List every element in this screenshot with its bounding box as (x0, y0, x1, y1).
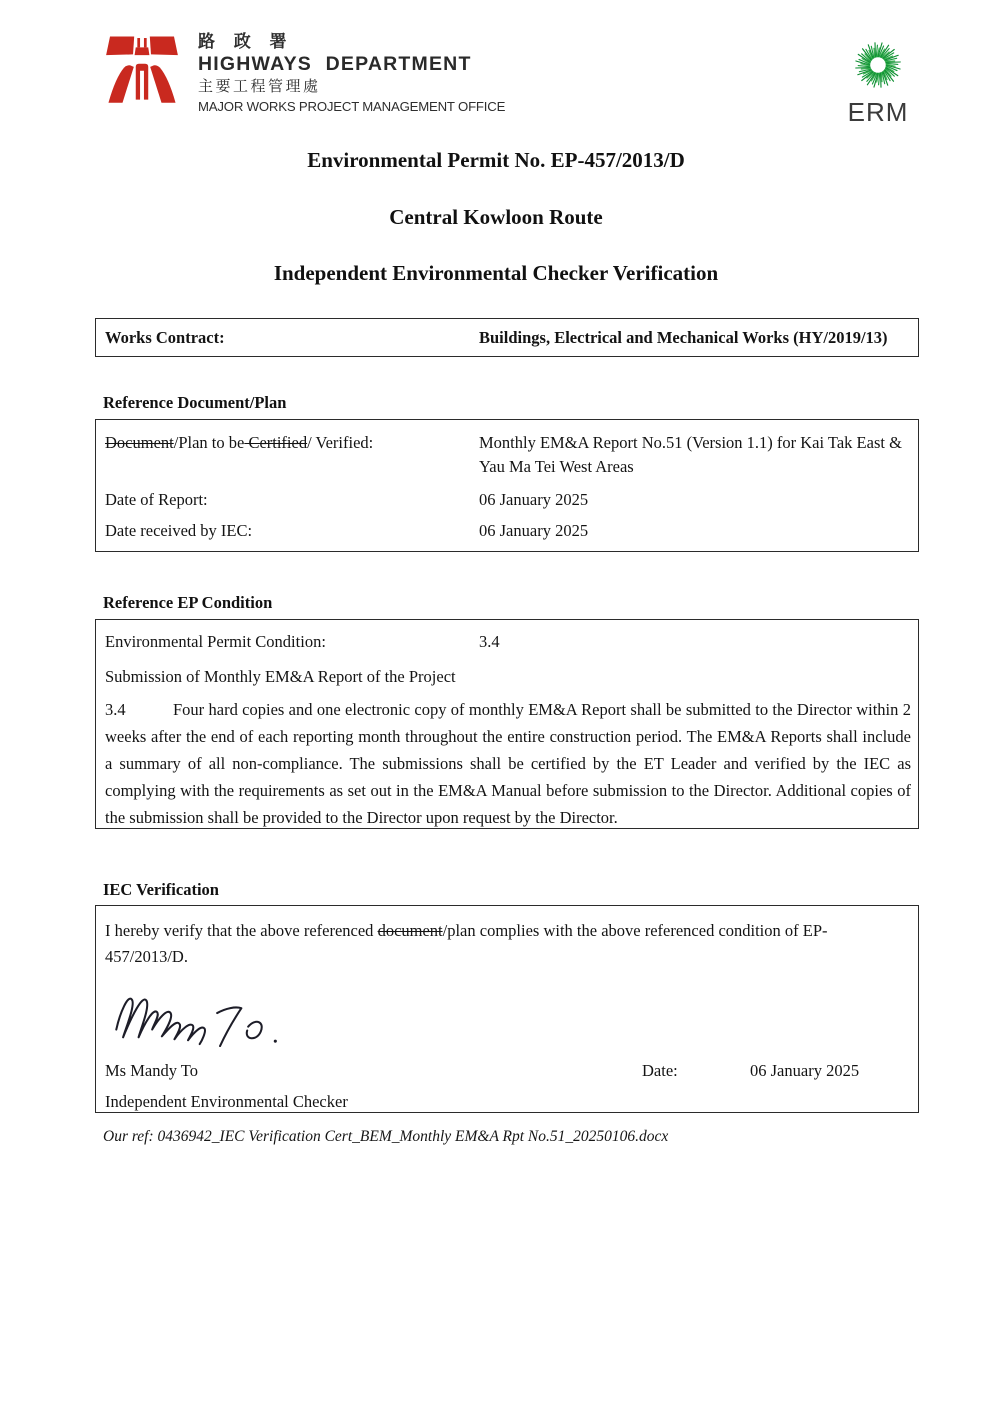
date-of-report-label: Date of Report: (105, 489, 208, 509)
department-name-english: HIGHWAYS DEPARTMENT (198, 52, 472, 75)
statement-post-text: /plan complies with the above referenced condition of EP-457/2013/D. (105, 921, 828, 967)
highways-department-logo-icon (103, 30, 181, 110)
iec-verification-box (95, 905, 919, 1113)
clause-text: Four hard copies and one electronic copy of monthly EM&A Report shall be submitted to the Director within 2 weeks after the end of each reporting month throughout the entire construction period. The EM&A Reports shall include a summary of all non-compliance. The submissions shall be certified by the ET Leader and verified by the IEC as complying with the requirements as set out in the EM&A Manual before submission to the Director. Additional copies of the submission shall be provided to the Director upon request by the Director. (105, 700, 911, 828)
ep-clause-paragraph (96, 687, 918, 831)
our-ref-line: Our ref: 0436942_IEC Verification Cert_BEM_Monthly EM&A Rpt No.51_20250106.docx (103, 1128, 669, 1145)
works-contract-label: Works Contract: (105, 327, 225, 347)
reference-document-box (95, 419, 919, 552)
erm-logo-text: ERM (847, 97, 909, 127)
ep-condition-value: 3.4 (479, 632, 500, 651)
date-received-row (96, 521, 918, 541)
signature-mandy-to (108, 983, 303, 1047)
iec-verification-heading: IEC Verification (103, 880, 219, 899)
office-name-english: MAJOR WORKS PROJECT MANAGEMENT OFFICE (198, 98, 506, 114)
signatory-title: Independent Environmental Checker (105, 1091, 348, 1111)
department-titles (198, 30, 505, 115)
works-contract-value: Buildings, Electrical and Mechanical Works (HY/2019/13) (479, 327, 888, 347)
struck-word-certified: Certified (244, 433, 308, 452)
reference-document-heading: Reference Document/Plan (103, 393, 287, 412)
project-title: Central Kowloon Route (389, 205, 603, 229)
date-received-label: Date received by IEC: (105, 520, 253, 540)
struck-word-document: Document (105, 433, 174, 452)
ep-condition-subheading: Submission of Monthly EM&A Report of the Project (105, 667, 456, 686)
label-tail-text: / Verified: (307, 433, 374, 452)
certificate-title: Independent Environmental Checker Verification (273, 261, 719, 285)
works-contract-box (95, 318, 919, 357)
signatory-date-row (96, 1061, 918, 1081)
document-to-be-verified-label (105, 431, 471, 479)
date-received-value: 06 January 2025 (479, 520, 589, 540)
date-value: 06 January 2025 (750, 1060, 860, 1080)
ep-condition-box (95, 619, 919, 829)
department-name-chinese: 路 政 署 (198, 32, 294, 51)
date-of-report-row (96, 490, 918, 510)
ep-condition-heading: Reference EP Condition (103, 593, 273, 612)
statement-pre-text: I hereby verify that the above referenced (105, 921, 378, 940)
highways-department-block (103, 30, 505, 115)
works-contract-row (96, 328, 918, 348)
permit-number-title: Environmental Permit No. EP-457/2013/D (307, 148, 685, 172)
signatory-name: Ms Mandy To (105, 1060, 198, 1080)
document-header (103, 30, 926, 127)
label-mid-text: /Plan to be (173, 433, 245, 452)
clause-number: 3.4 (105, 700, 126, 719)
erm-sunburst-icon (845, 32, 911, 98)
document-to-be-verified-row (96, 431, 918, 479)
date-label: Date: (642, 1060, 678, 1080)
ep-condition-row (96, 632, 918, 652)
verification-statement (96, 918, 918, 971)
ep-condition-label: Environmental Permit Condition: (105, 632, 326, 651)
erm-logo-block (830, 32, 926, 127)
struck-word-document-2: document (377, 921, 443, 940)
date-of-report-value: 06 January 2025 (479, 489, 589, 509)
office-name-chinese: 主要工程管理處 (198, 77, 321, 95)
referenced-report-value: Monthly EM&A Report No.51 (Version 1.1) for Kai Tak East & Yau Ma Tei West Areas (479, 433, 902, 476)
